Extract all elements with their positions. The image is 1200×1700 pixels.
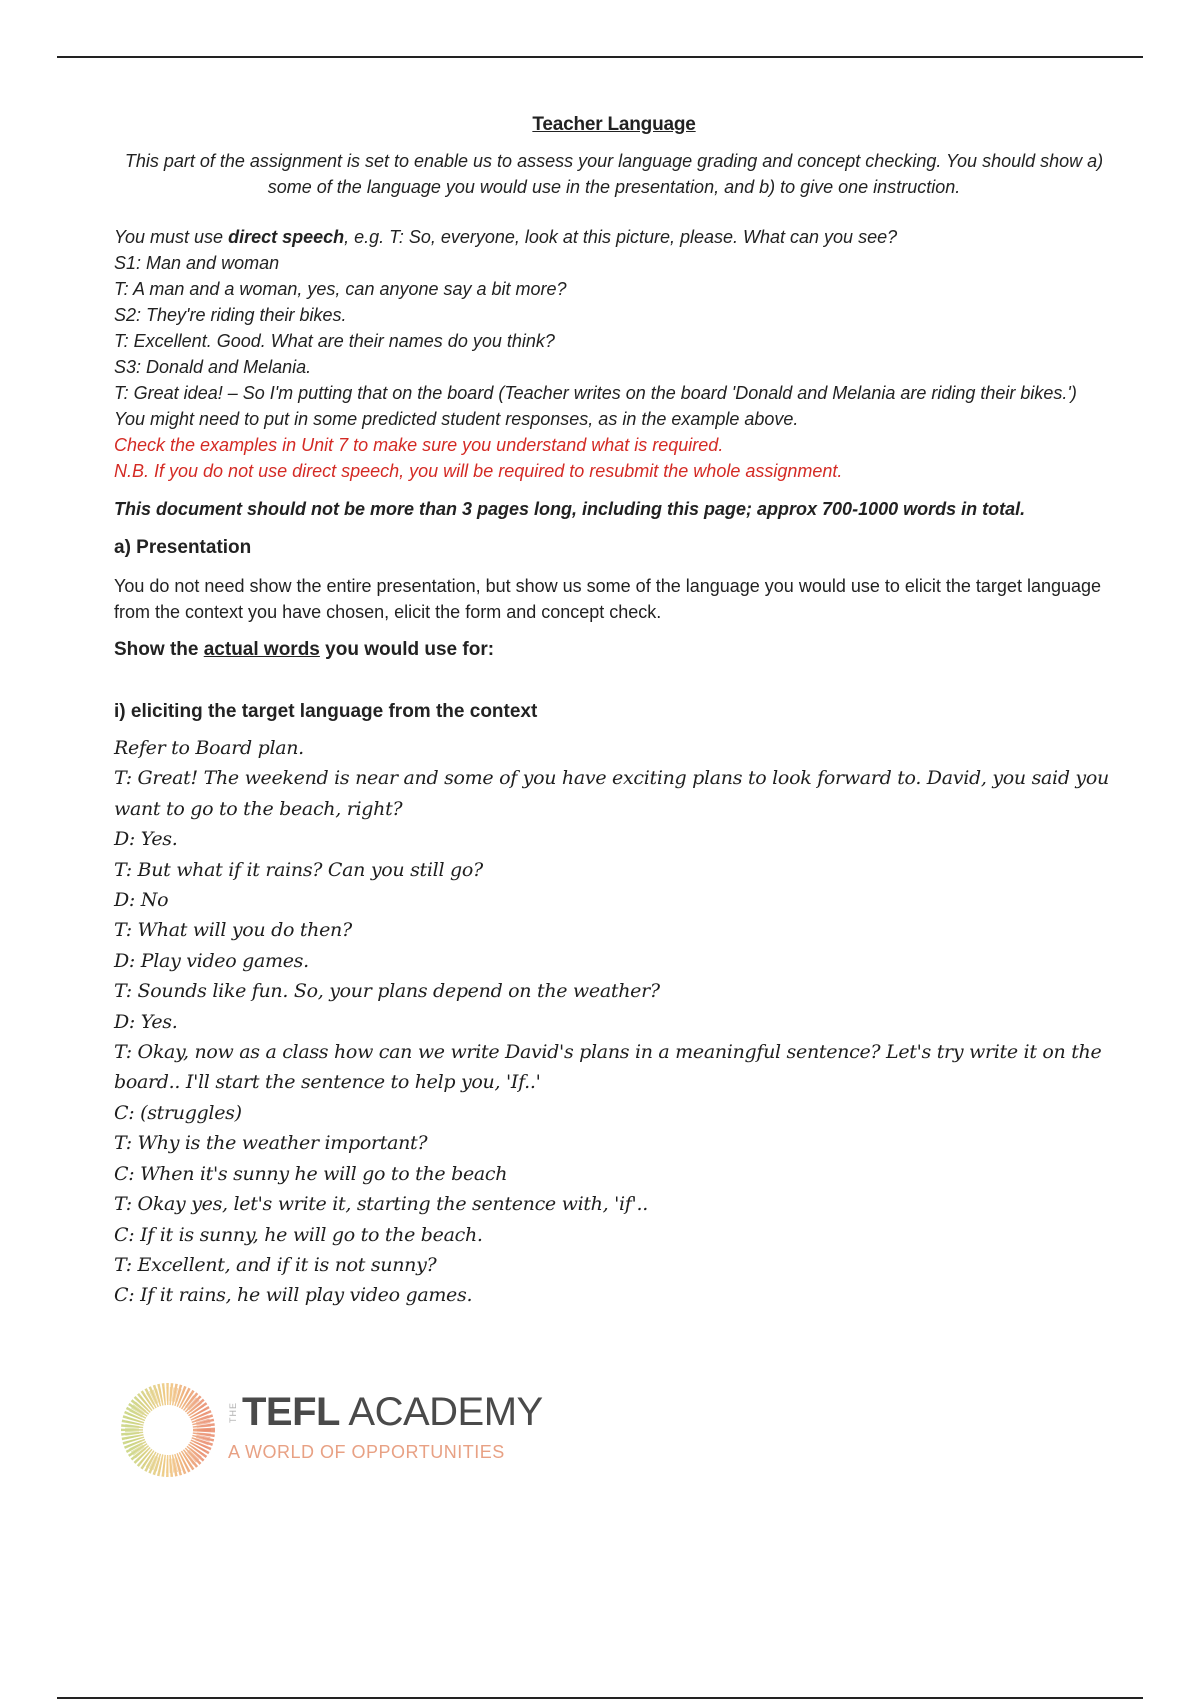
- intro-paragraph: This part of the assignment is set to enable us to assess your language grading and concept checking. You should show a) some of the language you would use in the presentation, and b) to give one instruction.: [124, 151, 1104, 197]
- dialogue-line: T: Why is the weather important?: [114, 1132, 428, 1155]
- dialogue-line: C: If it rains, he will play video games.: [114, 1284, 473, 1307]
- page-title: Teacher Language: [532, 114, 696, 135]
- length-warning: This document should not be more than 3 pages long, including this page; approx 700-1000 words in total.: [114, 499, 1026, 519]
- example-block: [114, 224, 1114, 484]
- tefl-academy-logo: [118, 1380, 543, 1480]
- presentation-paragraph: You do not need show the entire presentation, but show us some of the language you would use to elicit the target language from the context you have chosen, elicit the form and concept check.: [114, 576, 1102, 622]
- document-body: [114, 114, 1114, 1311]
- example-line: S2: They're riding their bikes.: [114, 305, 347, 325]
- logo-brand: TEFL ACADEMY: [242, 1390, 543, 1434]
- logo-ring-icon: [118, 1380, 218, 1480]
- dialogue-line: C: (struggles): [114, 1101, 242, 1124]
- subsection-heading-eliciting: i) eliciting the target language from the context: [114, 701, 538, 722]
- logo-the: THE: [228, 1402, 238, 1423]
- dialogue-line: Refer to Board plan.: [114, 737, 304, 759]
- dialogue-line: C: If it is sunny, he will go to the beach.: [114, 1223, 483, 1246]
- example-line: S3: Donald and Melania.: [114, 357, 312, 377]
- dialogue-line: T: What will you do then?: [114, 919, 352, 942]
- show-instruction: Show the actual words you would use for:: [114, 639, 495, 660]
- dialogue-line: D: Yes.: [114, 828, 178, 851]
- dialogue-line: T: Okay yes, let's write it, starting the sentence with, 'if'..: [114, 1193, 648, 1216]
- red-notice: Check the examples in Unit 7 to make sure you understand what is required.: [114, 435, 724, 455]
- dialogue-block: [114, 733, 1114, 1311]
- dialogue-line: C: When it's sunny he will go to the beach: [114, 1162, 508, 1185]
- dialogue-line: D: No: [114, 889, 169, 912]
- example-line: S1: Man and woman: [114, 253, 280, 273]
- example-line: T: Excellent. Good. What are their names do you think?: [114, 331, 555, 351]
- section-heading-presentation: a) Presentation: [114, 537, 252, 558]
- dialogue-line: T: Great! The weekend is near and some of you have exciting plans to look forward to. David, you said you want to go to the beach, right?: [114, 767, 1109, 820]
- logo-tagline: A WORLD OF OPPORTUNITIES: [228, 1442, 505, 1462]
- example-first-line: You must use direct speech, e.g. T: So, everyone, look at this picture, please. What can you see?: [114, 227, 898, 247]
- dialogue-line: T: But what if it rains? Can you still go?: [114, 858, 483, 881]
- dialogue-line: T: Sounds like fun. So, your plans depend on the weather?: [114, 980, 660, 1003]
- dialogue-line: D: Play video games.: [114, 949, 309, 972]
- top-rule: [57, 56, 1143, 58]
- red-notice: N.B. If you do not use direct speech, you will be required to resubmit the whole assignment.: [114, 461, 843, 481]
- dialogue-line: T: Okay, now as a class how can we write David's plans in a meaningful sentence? Let's try write it on the board.. I'll start the sentence to help you, 'If..': [114, 1041, 1102, 1094]
- dialogue-line: T: Excellent, and if it is not sunny?: [114, 1253, 437, 1276]
- example-line: You might need to put in some predicted student responses, as in the example above.: [114, 409, 799, 429]
- direct-speech-term: direct speech: [228, 227, 345, 247]
- bottom-rule: [57, 1697, 1143, 1699]
- dialogue-line: D: Yes.: [114, 1010, 178, 1033]
- example-line: T: A man and a woman, yes, can anyone say a bit more?: [114, 279, 567, 299]
- example-line: T: Great idea! – So I'm putting that on the board (Teacher writes on the board 'Donald and Melania are riding their bikes.'): [114, 383, 1077, 403]
